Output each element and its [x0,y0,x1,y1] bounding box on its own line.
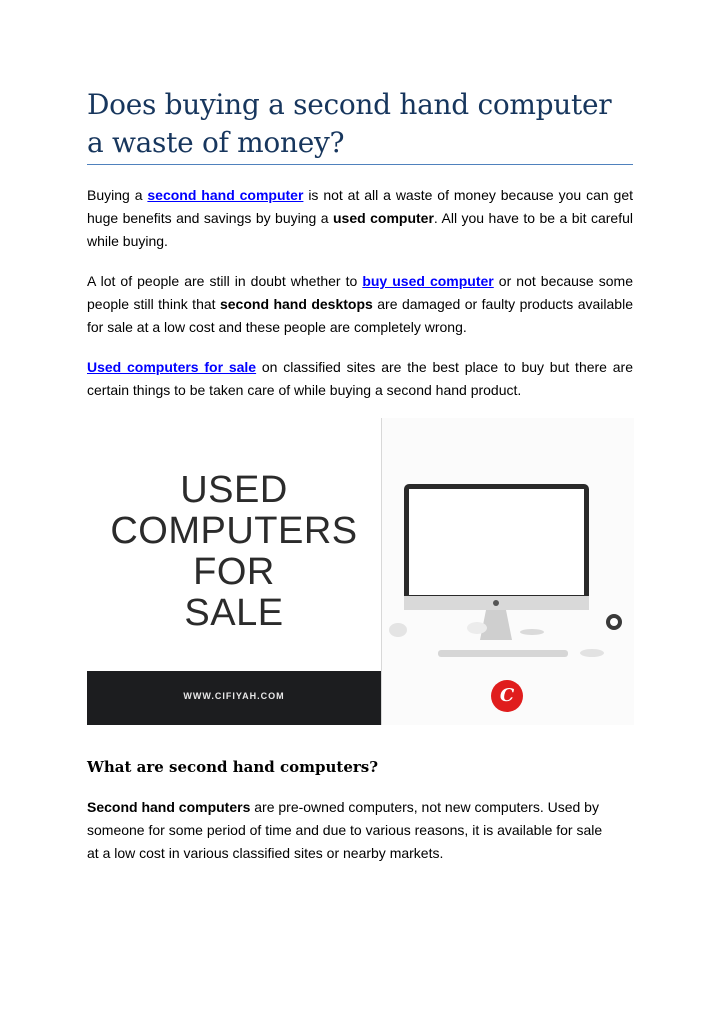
link-used-computers-for-sale[interactable]: Used computers for sale [87,359,257,375]
article-image [87,418,633,725]
poster-footer-band [87,671,381,725]
bold-second-hand-computers: Second hand computers [87,799,251,815]
monitor-screen [409,489,584,595]
article-title: Does buying a second hand computer a waste of money? [87,88,612,159]
keyboard [438,650,568,657]
apple-logo-icon [493,600,499,606]
bold-second-hand-desktops: second hand desktops [219,296,373,312]
bold-used-computer: used computer [333,210,434,226]
link-buy-used-computer[interactable]: buy used computer [362,273,494,289]
poster-line: FOR [193,551,275,593]
section-heading: What are second hand computers? [87,758,379,776]
imac-illustration [382,418,634,725]
poster-line: USED [180,469,288,511]
computer-photo [381,418,634,725]
text-run: Buying a [87,187,148,203]
text-run: are pre-owned computers, not new computers. Used by someone for some period of time and due to various reasons, it is available for sale at a low cost in various classified sites or nearby markets. [87,799,603,861]
desk-cup [389,623,407,637]
desk-object [467,622,487,634]
brand-logo-icon: C [491,680,523,712]
paragraph-classified [87,356,633,402]
link-second-hand-computer[interactable]: second hand computer [147,187,304,203]
text-run: or not because some people still think that [87,273,633,312]
poster-headline [87,470,381,634]
text-run: A lot of people are still in doubt whether to [87,273,363,289]
paragraph-doubt [87,270,633,339]
poster-panel [87,418,381,725]
mouse [580,649,604,657]
poster-line: COMPUTERS [110,510,358,552]
text-run: is not at all a waste of money because you can get huge benefits and savings by buying a [87,187,633,226]
paragraph-intro [87,184,633,253]
paragraph-definition [87,796,617,865]
title-underline [87,164,633,165]
poster-url: WWW.CIFIYAH.COM [183,691,285,701]
desk-pen [520,629,544,635]
poster-line: SALE [184,592,284,634]
text-run: on classified sites are the best place to buy but there are certain things to be taken care of while buying a second hand product. [87,359,633,398]
text-run: . All you have to be a bit careful while buying. [87,210,633,249]
text-run: are damaged or faulty products available for sale at a low cost and these people are completely wrong. [87,296,633,335]
desk-clock-face [610,618,618,626]
